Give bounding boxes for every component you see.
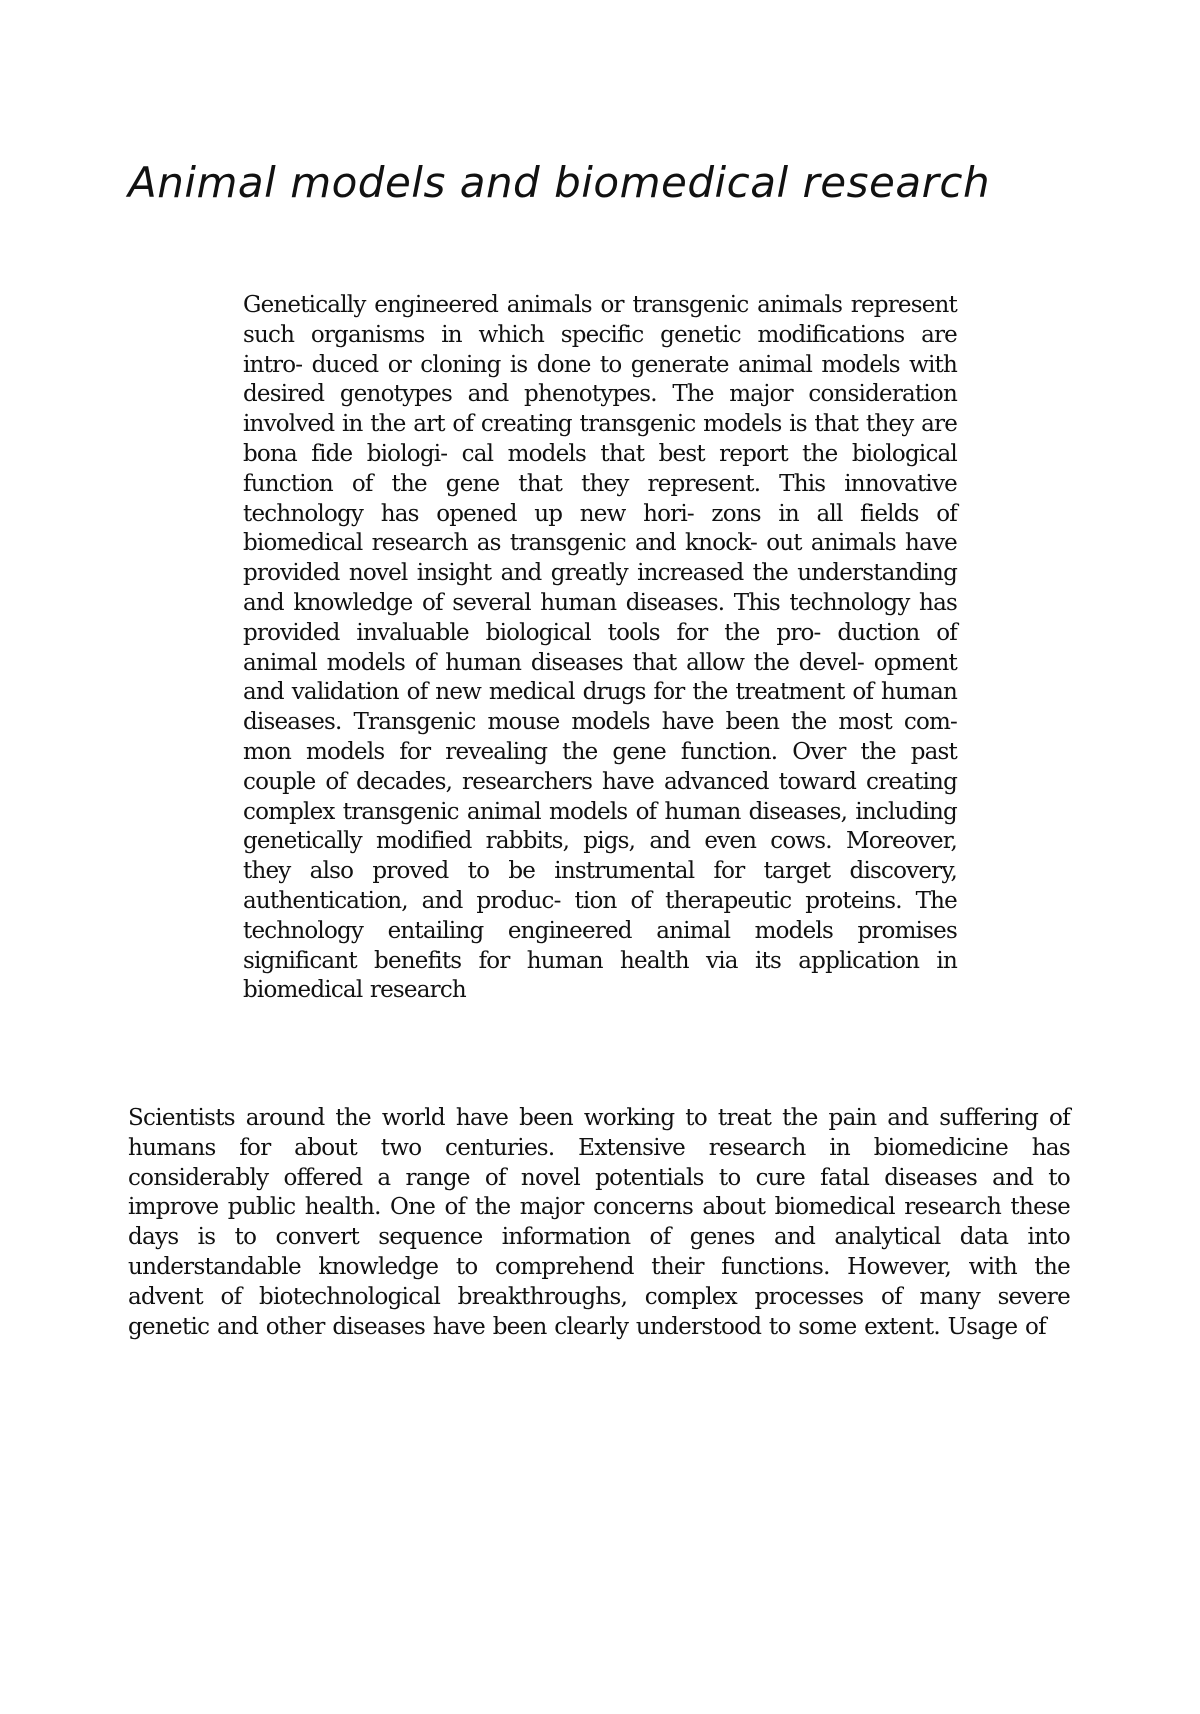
body-paragraph: Scientists around the world have been working to treat the pain and suffering of humans for about two centuries. Extensive research in biomedicine has considerably offered a range of novel potentials to cure fatal diseases and to improve public health. One of the major concerns about biomedical research these days is to convert sequence information of genes and analytical data into understandable knowledge to comprehend their functions. However, with the advent of biotechnological breakthroughs, complex processes of many severe genetic and other diseases have been clearly understood to some extent. Usage of (128, 1105, 1070, 1340)
abstract-paragraph: Genetically engineered animals or transgenic animals represent such organisms in which specific genetic modifications are intro- duced or cloning is done to generate animal models with desired genotypes and phenotypes. The major consideration involved in the art of creating transgenic models is that they are bona fide biologi- cal models that best report the biological function of the gene that they represent. This innovative technology has opened up new hori- zons in all fields of biomedical research as transgenic and knock- out animals have provided novel insight and greatly increased the understanding and knowledge of several human diseases. This technology has provided invaluable biological tools for the pro- duction of animal models of human diseases that allow the devel- opment and validation of new medical drugs for the treatment of human diseases. Transgenic mouse models have been the most com- mon models for revealing the gene function. Over the past couple of decades, researchers have advanced toward creating complex transgenic animal models of human diseases, including genetically modified rabbits, pigs, and even cows. Moreover, they also proved to be instrumental for target discovery, authentication, and produc- tion of therapeutic proteins. The technology entailing engineered animal models promises significant benefits for human health via its application in biomedical research (243, 292, 957, 1004)
page-title: Animal models and biomedical research (128, 158, 991, 207)
